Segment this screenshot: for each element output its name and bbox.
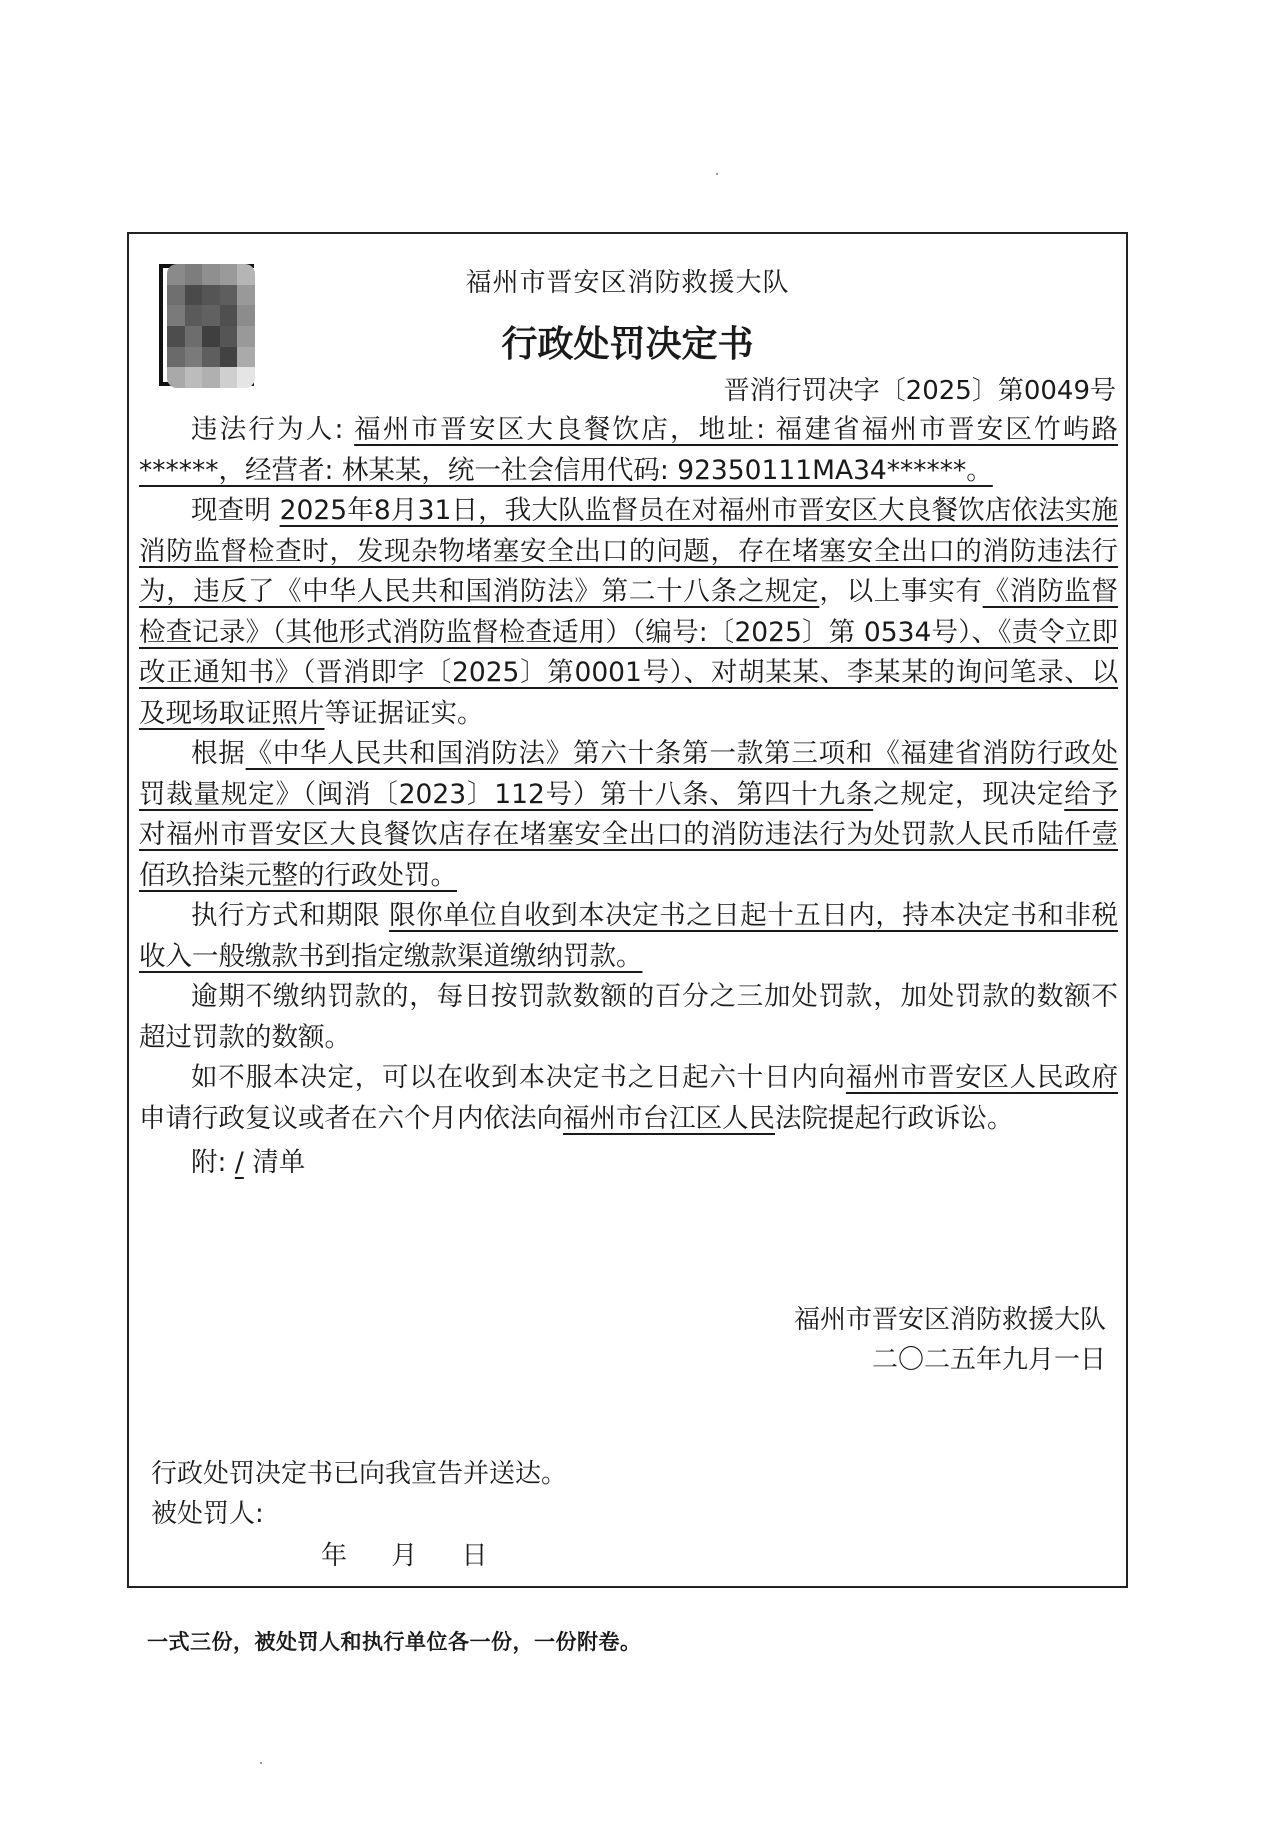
recipient-signature-label: 被处罚人: xyxy=(151,1499,264,1529)
copies-note: 一式三份，被处罚人和执行单位各一份，一份附卷。 xyxy=(147,1630,642,1654)
document-number: 晋消行罚决字〔2025〕第0049号 xyxy=(723,376,1116,406)
paragraph-appeal-rights xyxy=(139,1058,1118,1139)
findings-facts: 2025年8月31日，我大队监督员在对福州市晋安区大良餐饮店依法实施消防监督检查时，发现杂物堵塞安全出口的问题，存在堵塞安全出口的消防违法行为，违反了《中华人民共和国消防法》第二十八条之规定 xyxy=(139,495,1118,607)
document-title: 行政处罚决定书 xyxy=(501,324,754,365)
decision-body xyxy=(139,410,1118,1184)
receipt-statement: 行政处罚决定书已向我宣告并送达。 xyxy=(151,1459,568,1489)
basis-statutes: 《中华人民共和国消防法》第六十条第一款第三项和《福建省消防行政处罚裁量规定》（闽消〔2023〕112号）第十八条、第四十九条 xyxy=(139,738,1119,810)
attachment-line xyxy=(139,1143,1118,1184)
signoff-date: 二〇二五年九月一日 xyxy=(871,1345,1106,1375)
findings-label: 现查明 xyxy=(191,495,280,526)
basis-label: 根据 xyxy=(191,738,246,769)
appeal-text-1: 如不服本决定，可以在收到本决定书之日起六十日内向 xyxy=(191,1062,846,1093)
scan-speck xyxy=(716,173,718,175)
paragraph-execution xyxy=(139,896,1118,977)
paragraph-late-penalty: 逾期不缴纳罚款的，每日按罚款数额的百分之三加处罚款，加处罚款的数额不超过罚款的数额。 xyxy=(139,981,1118,1053)
basis-connector-2: 定 xyxy=(1036,778,1065,810)
offender-label: 违法行为人: xyxy=(191,414,355,445)
execution-label: 执行方式和期限 xyxy=(191,900,390,931)
paragraph-findings xyxy=(139,491,1118,734)
execution-terms: 限你单位自收到本决定书之日起十五日内，持本决定书和非税收入一般缴款书到指定缴款渠道缴纳罚款。 xyxy=(139,900,1118,972)
findings-closing: 等证据证实。 xyxy=(324,697,484,729)
paragraph-legal-basis xyxy=(139,734,1118,896)
signoff-org: 福州市晋安区消防救援大队 xyxy=(793,1305,1106,1335)
court-name: 福州市台江区人民 xyxy=(563,1102,775,1134)
attachment-count: / xyxy=(234,1147,244,1178)
receipt-date-blank: 年 月 日 xyxy=(321,1541,488,1571)
attachment-label: 附: xyxy=(191,1147,235,1178)
document-frame xyxy=(127,232,1128,1588)
appeal-text-2: 申请行政复议或者在六个月内依法向 xyxy=(139,1102,563,1134)
findings-connector: ，以上事实有 xyxy=(819,576,983,607)
paragraph-offender xyxy=(139,410,1118,491)
scan-speck xyxy=(260,1762,262,1764)
signoff-block xyxy=(794,1300,1106,1380)
basis-connector: 之规定，现决 xyxy=(873,778,1037,810)
receipt-block xyxy=(151,1454,567,1576)
findings-evidence: 《消防监督检查记录》（其他形式消防监督检查适用）（编号:〔2025〕第 0534号）、《责令立即改正通知书》（晋消即字〔2025〕第0001号）、对胡某某、李某某的询问笔录、以及现场取证照片 xyxy=(139,576,1119,729)
attachment-item: 清单 xyxy=(243,1147,306,1178)
issuing-org-header: 福州市晋安区消防救援大队 xyxy=(465,268,790,298)
offender-details: 福州市晋安区大良餐饮店，地址: 福建省福州市晋安区竹屿路******，经营者: 林某某，统一社会信用代码: 92350111MA34******。 xyxy=(139,414,1118,486)
penalty-decision: 给予对福州市晋安区大良餐饮店存在堵塞安全出口的消防违法行为处罚款人民币陆仟壹佰玖拾柒元整的行政处罚。 xyxy=(139,778,1119,891)
appeal-text-3: 法院提起行政诉讼。 xyxy=(775,1102,1014,1134)
review-authority: 福州市晋安区人民政府 xyxy=(845,1062,1119,1093)
